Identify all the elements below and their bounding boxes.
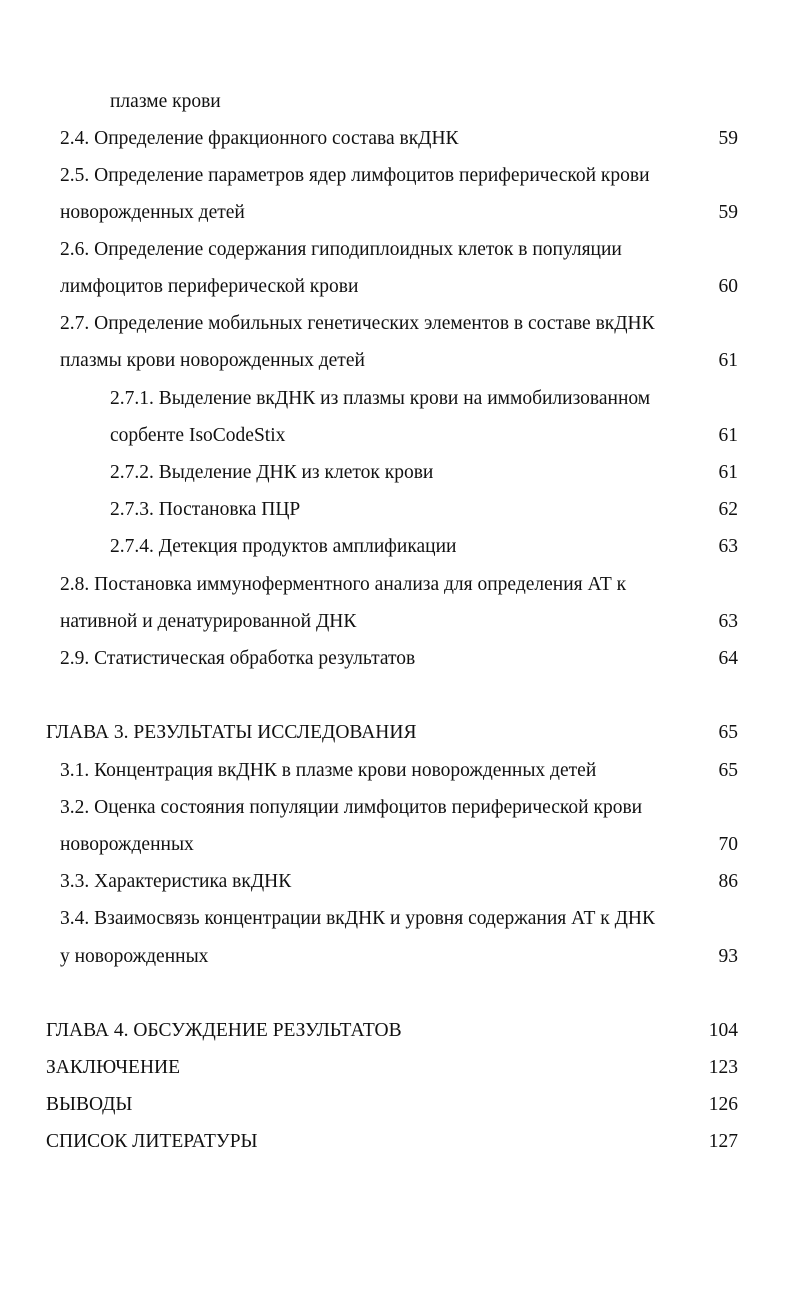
toc-line: 2.7.1. Выделение вкДНК из плазмы крови на иммобилизованном	[110, 388, 651, 409]
toc-page-number: 61	[718, 462, 738, 483]
toc-line: сорбенте IsoCodeStix	[110, 425, 286, 446]
toc-line: нативной и денатурированной ДНК	[60, 611, 357, 632]
toc-line: плазме крови	[110, 91, 221, 112]
toc-page-number: 64	[718, 648, 738, 669]
toc-page-number: 63	[718, 536, 738, 557]
toc-chapter-heading: ЗАКЛЮЧЕНИЕ	[46, 1057, 181, 1078]
toc-line: у новорожденных	[60, 946, 209, 967]
toc-page-number: 70	[718, 834, 738, 855]
toc-page-number: 65	[718, 722, 738, 743]
toc-line: 3.3. Характеристика вкДНК	[60, 871, 292, 892]
toc-page-number: 60	[718, 276, 738, 297]
toc-page-number: 123	[708, 1057, 738, 1078]
toc-page-number: 86	[718, 871, 738, 892]
toc-page-number: 61	[718, 350, 738, 371]
toc-line: лимфоцитов периферической крови	[60, 276, 359, 297]
toc-page-number: 63	[718, 611, 738, 632]
toc-page-number: 59	[718, 202, 738, 223]
toc-page-number: 93	[718, 946, 738, 967]
toc-line: 2.5. Определение параметров ядер лимфоцитов периферической крови	[60, 165, 650, 186]
toc-chapter-heading: СПИСОК ЛИТЕРАТУРЫ	[46, 1131, 258, 1152]
toc-line: 2.7.3. Постановка ПЦР	[110, 499, 301, 520]
toc-line: новорожденных детей	[60, 202, 245, 223]
toc-page-number: 59	[718, 128, 738, 149]
toc-chapter-heading: ВЫВОДЫ	[46, 1094, 133, 1115]
toc-line: 2.9. Статистическая обработка результатов	[60, 648, 416, 669]
toc-line: 2.4. Определение фракционного состава вкДНК	[60, 128, 459, 149]
toc-page-number: 127	[708, 1131, 738, 1152]
toc-chapter-heading: ГЛАВА 3. РЕЗУЛЬТАТЫ ИССЛЕДОВАНИЯ	[46, 722, 417, 743]
toc-line: плазмы крови новорожденных детей	[60, 350, 365, 371]
toc-chapter-heading: ГЛАВА 4. ОБСУЖДЕНИЕ РЕЗУЛЬТАТОВ	[46, 1020, 402, 1041]
toc-line: 2.7.2. Выделение ДНК из клеток крови	[110, 462, 434, 483]
toc-page-number: 104	[708, 1020, 738, 1041]
toc-line: 3.2. Оценка состояния популяции лимфоцитов периферической крови	[60, 797, 643, 818]
toc-line: 3.1. Концентрация вкДНК в плазме крови новорожденных детей	[60, 760, 597, 781]
toc-page-number: 61	[718, 425, 738, 446]
toc-line: новорожденных	[60, 834, 194, 855]
toc-line: 2.6. Определение содержания гиподиплоидных клеток в популяции	[60, 239, 622, 260]
toc-line: 2.7. Определение мобильных генетических элементов в составе вкДНК	[60, 313, 655, 334]
toc-line: 2.8. Постановка иммуноферментного анализа для определения АТ к	[60, 574, 627, 595]
toc-line: 3.4. Взаимосвязь концентрации вкДНК и уровня содержания АТ к ДНК	[60, 908, 655, 929]
toc-page-number: 126	[708, 1094, 738, 1115]
toc-page-number: 62	[718, 499, 738, 520]
toc-line: 2.7.4. Детекция продуктов амплификации	[110, 536, 457, 557]
toc-page-number: 65	[718, 760, 738, 781]
